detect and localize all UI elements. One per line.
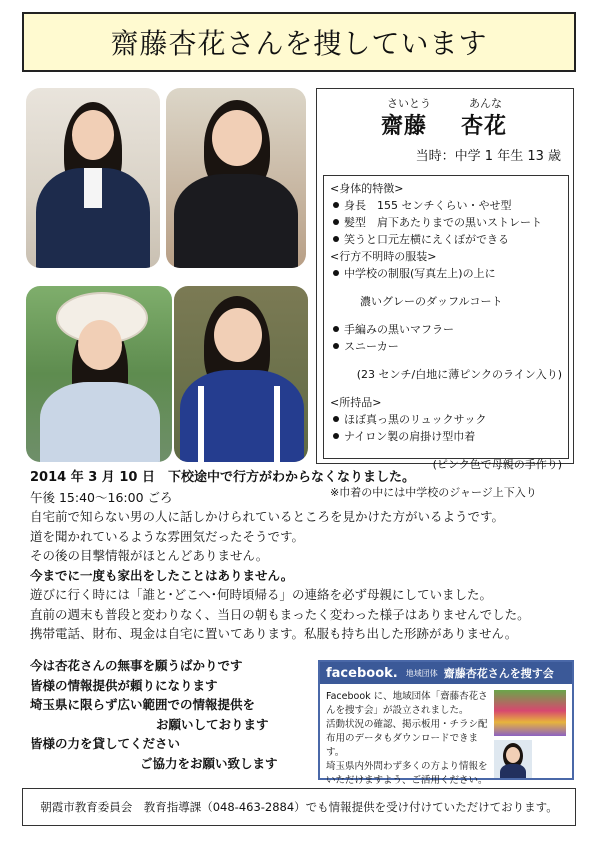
- photo-school-uniform: [26, 88, 160, 268]
- clothing-item: 中学校の制服(写真左上)の上に: [330, 265, 562, 282]
- appeal-line: 今は杏花さんの無事を願うばかりです: [30, 658, 243, 673]
- belongings-item-cont: (ピンク色で母親の手作り): [432, 458, 562, 471]
- profile-box: [316, 88, 574, 499]
- facebook-text: いただけますよう、ご活用ください。: [326, 775, 488, 786]
- footer-contact: 朝霞市教育委員会 教育指導課（048-463-2884）でも情報提供を受け付けていただけております。: [22, 788, 576, 826]
- physical-item: 身長 155 センチくらい・やせ型: [330, 197, 562, 214]
- appeal-line: 埼玉県に限らず広い範囲での情報提供を: [30, 697, 256, 712]
- appeal-line: 皆様の力を貸してください: [30, 736, 181, 751]
- name-area: [317, 89, 573, 171]
- details-box: [323, 175, 569, 499]
- clothing-item: スニーカー: [330, 338, 562, 355]
- belongings-note: ※巾着の中には中学校のジャージ上下入り: [330, 486, 537, 499]
- physical-item: 笑うと口元左横にえくぼができる: [330, 231, 562, 248]
- text-line: 道を聞かれているような雰囲気だったそうです。: [30, 528, 305, 544]
- appeal-line: 皆様の情報提供が頼りになります: [30, 677, 218, 693]
- lead-line: 2014 年 3 月 10 日 下校途中で行方がわからなくなりました。: [30, 470, 415, 485]
- photo-track-jacket: [174, 286, 308, 462]
- belongings-item: ナイロン製の肩掛け型巾着: [330, 428, 562, 445]
- clothing-item: 手編みの黒いマフラー: [330, 321, 562, 338]
- belongings-item: ほぼ真っ黒のリュックサック: [330, 411, 562, 428]
- main-text: [30, 468, 580, 644]
- physical-heading: <身体的特徴>: [330, 182, 404, 195]
- facebook-body: [326, 690, 488, 788]
- clothing-heading: <行方不明時の服装>: [330, 250, 437, 263]
- family-name: 齋藤: [381, 114, 428, 139]
- facebook-text: 埼玉県内外問わず多くの方より情報を: [326, 761, 488, 772]
- appeal-line: ご協力をお願い致します: [140, 755, 278, 771]
- facebook-header: [320, 662, 572, 684]
- given-name-ruby: あんな: [469, 97, 502, 110]
- appeal-text: [30, 656, 310, 773]
- facebook-text: 活動状況の確認、掲示板用・チラシ配: [326, 719, 488, 730]
- text-line-emphasis: 今までに一度も家出をしたことはありません。: [30, 567, 294, 583]
- family-name-ruby: さいとう: [387, 97, 431, 110]
- text-line: 自宅前で知らない男の人に話しかけられているところを見かけた方がいるようです。: [30, 509, 505, 524]
- age-line: 当時：中学 1 年生 13 歳: [415, 149, 561, 164]
- photo-peace-sign: [166, 88, 306, 268]
- poster-title: 齋藤杏花さんを捜しています: [22, 12, 576, 72]
- photo-white-hat: [26, 286, 172, 462]
- appeal-line: お願いしております: [156, 716, 269, 732]
- facebook-profile-image: [494, 740, 532, 778]
- facebook-text: 布用のデータもダウンロードできます。: [326, 733, 479, 758]
- time-line: 午後 15:40〜16:00 ごろ: [30, 489, 173, 505]
- physical-item: 髪型 肩下あたりまでの黒いストレート: [330, 214, 562, 231]
- text-line: 遊びに行く時には「誰と･どこへ･何時頃帰る」の連絡を必ず母親にしていました。: [30, 587, 493, 602]
- facebook-group-name: 齋藤杏花さんを捜す会: [443, 667, 554, 680]
- given-name: 杏花: [461, 114, 508, 139]
- text-line: 携帯電話、財布、現金は自宅に置いてあります。私服も持ち出した形跡がありません。: [30, 626, 518, 641]
- facebook-text: Facebook に、地域団体「齋藤杏花さ: [326, 691, 488, 702]
- belongings-heading: <所持品>: [330, 396, 382, 409]
- clothing-item-cont: (23 センチ/白地に薄ピンクのライン入り): [356, 368, 562, 381]
- facebook-box: [318, 660, 574, 786]
- text-line: その後の目撃情報がほとんどありません。: [30, 548, 269, 563]
- facebook-logo: facebook.: [326, 665, 398, 681]
- text-line: 直前の週末も普段と変わりなく、当日の朝もまったく変わった様子はありませんでした。: [30, 606, 530, 622]
- facebook-tag: 地域団体: [405, 668, 438, 678]
- facebook-cover-image: [494, 690, 566, 736]
- clothing-item-cont: 濃いグレーのダッフルコート: [360, 295, 503, 308]
- facebook-text: んを捜す会」が設立されました。: [326, 705, 469, 716]
